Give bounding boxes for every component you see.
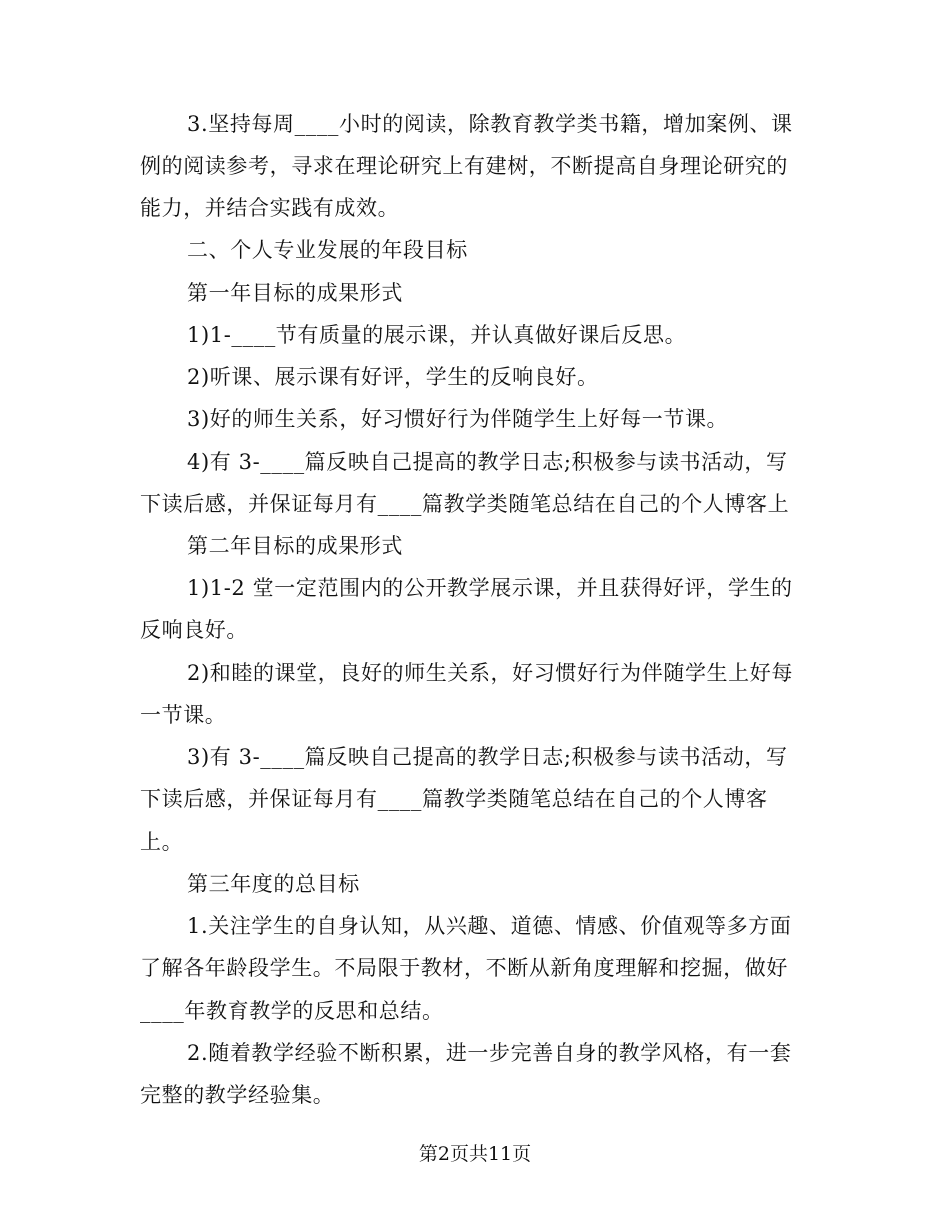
text-line: 反响良好。 [140,618,248,642]
text-line: ____年教育教学的反思和总结。 [140,999,444,1023]
subsection-heading: 第二年目标的成果形式 [187,534,403,558]
text-line: 4)有 3-____篇反映自己提高的教学日志;积极参与读书活动，写 [187,450,788,474]
section-heading: 二、个人专业发展的年段目标 [187,238,468,262]
text-line: 下读后感，并保证每月有____篇教学类随笔总结在自己的个人博客上 [140,492,790,516]
text-line: 3)好的师生关系，好习惯好行为伴随学生上好每一节课。 [187,407,729,431]
text-line: 上。 [140,830,184,854]
text-line: 1)1-____节有质量的展示课，并认真做好课后反思。 [187,323,687,347]
text-line: 2.随着教学经验不断积累，进一步完善自身的教学风格，有一套 [187,1041,792,1065]
text-line: 3.坚持每周____小时的阅读，除教育教学类书籍，增加案例、课 [187,112,793,136]
text-line: 了解各年龄段学生。不局限于教材，不断从新角度理解和挖掘，做好 [140,956,788,980]
text-line: 能力，并结合实践有成效。 [140,196,400,220]
text-line: 例的阅读参考，寻求在理论研究上有建树，不断提高自身理论研究的 [140,154,788,178]
text-line: 2)听课、展示课有好评，学生的反响良好。 [187,365,599,389]
text-line: 2)和睦的课堂，良好的师生关系，好习惯好行为伴随学生上好每 [187,661,793,685]
text-line: 完整的教学经验集。 [140,1083,335,1107]
text-line: 3)有 3-____篇反映自己提高的教学日志;积极参与读书活动，写 [187,745,788,769]
text-line: 下读后感，并保证每月有____篇教学类随笔总结在自己的个人博客 [140,787,768,811]
text-line: 1)1-2 堂一定范围内的公开教学展示课，并且获得好评，学生的 [187,576,793,600]
subsection-heading: 第三年度的总目标 [187,872,360,896]
text-line: 一节课。 [140,703,227,727]
text-line: 1.关注学生的自身认知，从兴趣、道德、情感、价值观等多方面 [187,914,792,938]
subsection-heading: 第一年目标的成果形式 [187,281,403,305]
page-number-footer: 第2页共11页 [418,1143,532,1165]
